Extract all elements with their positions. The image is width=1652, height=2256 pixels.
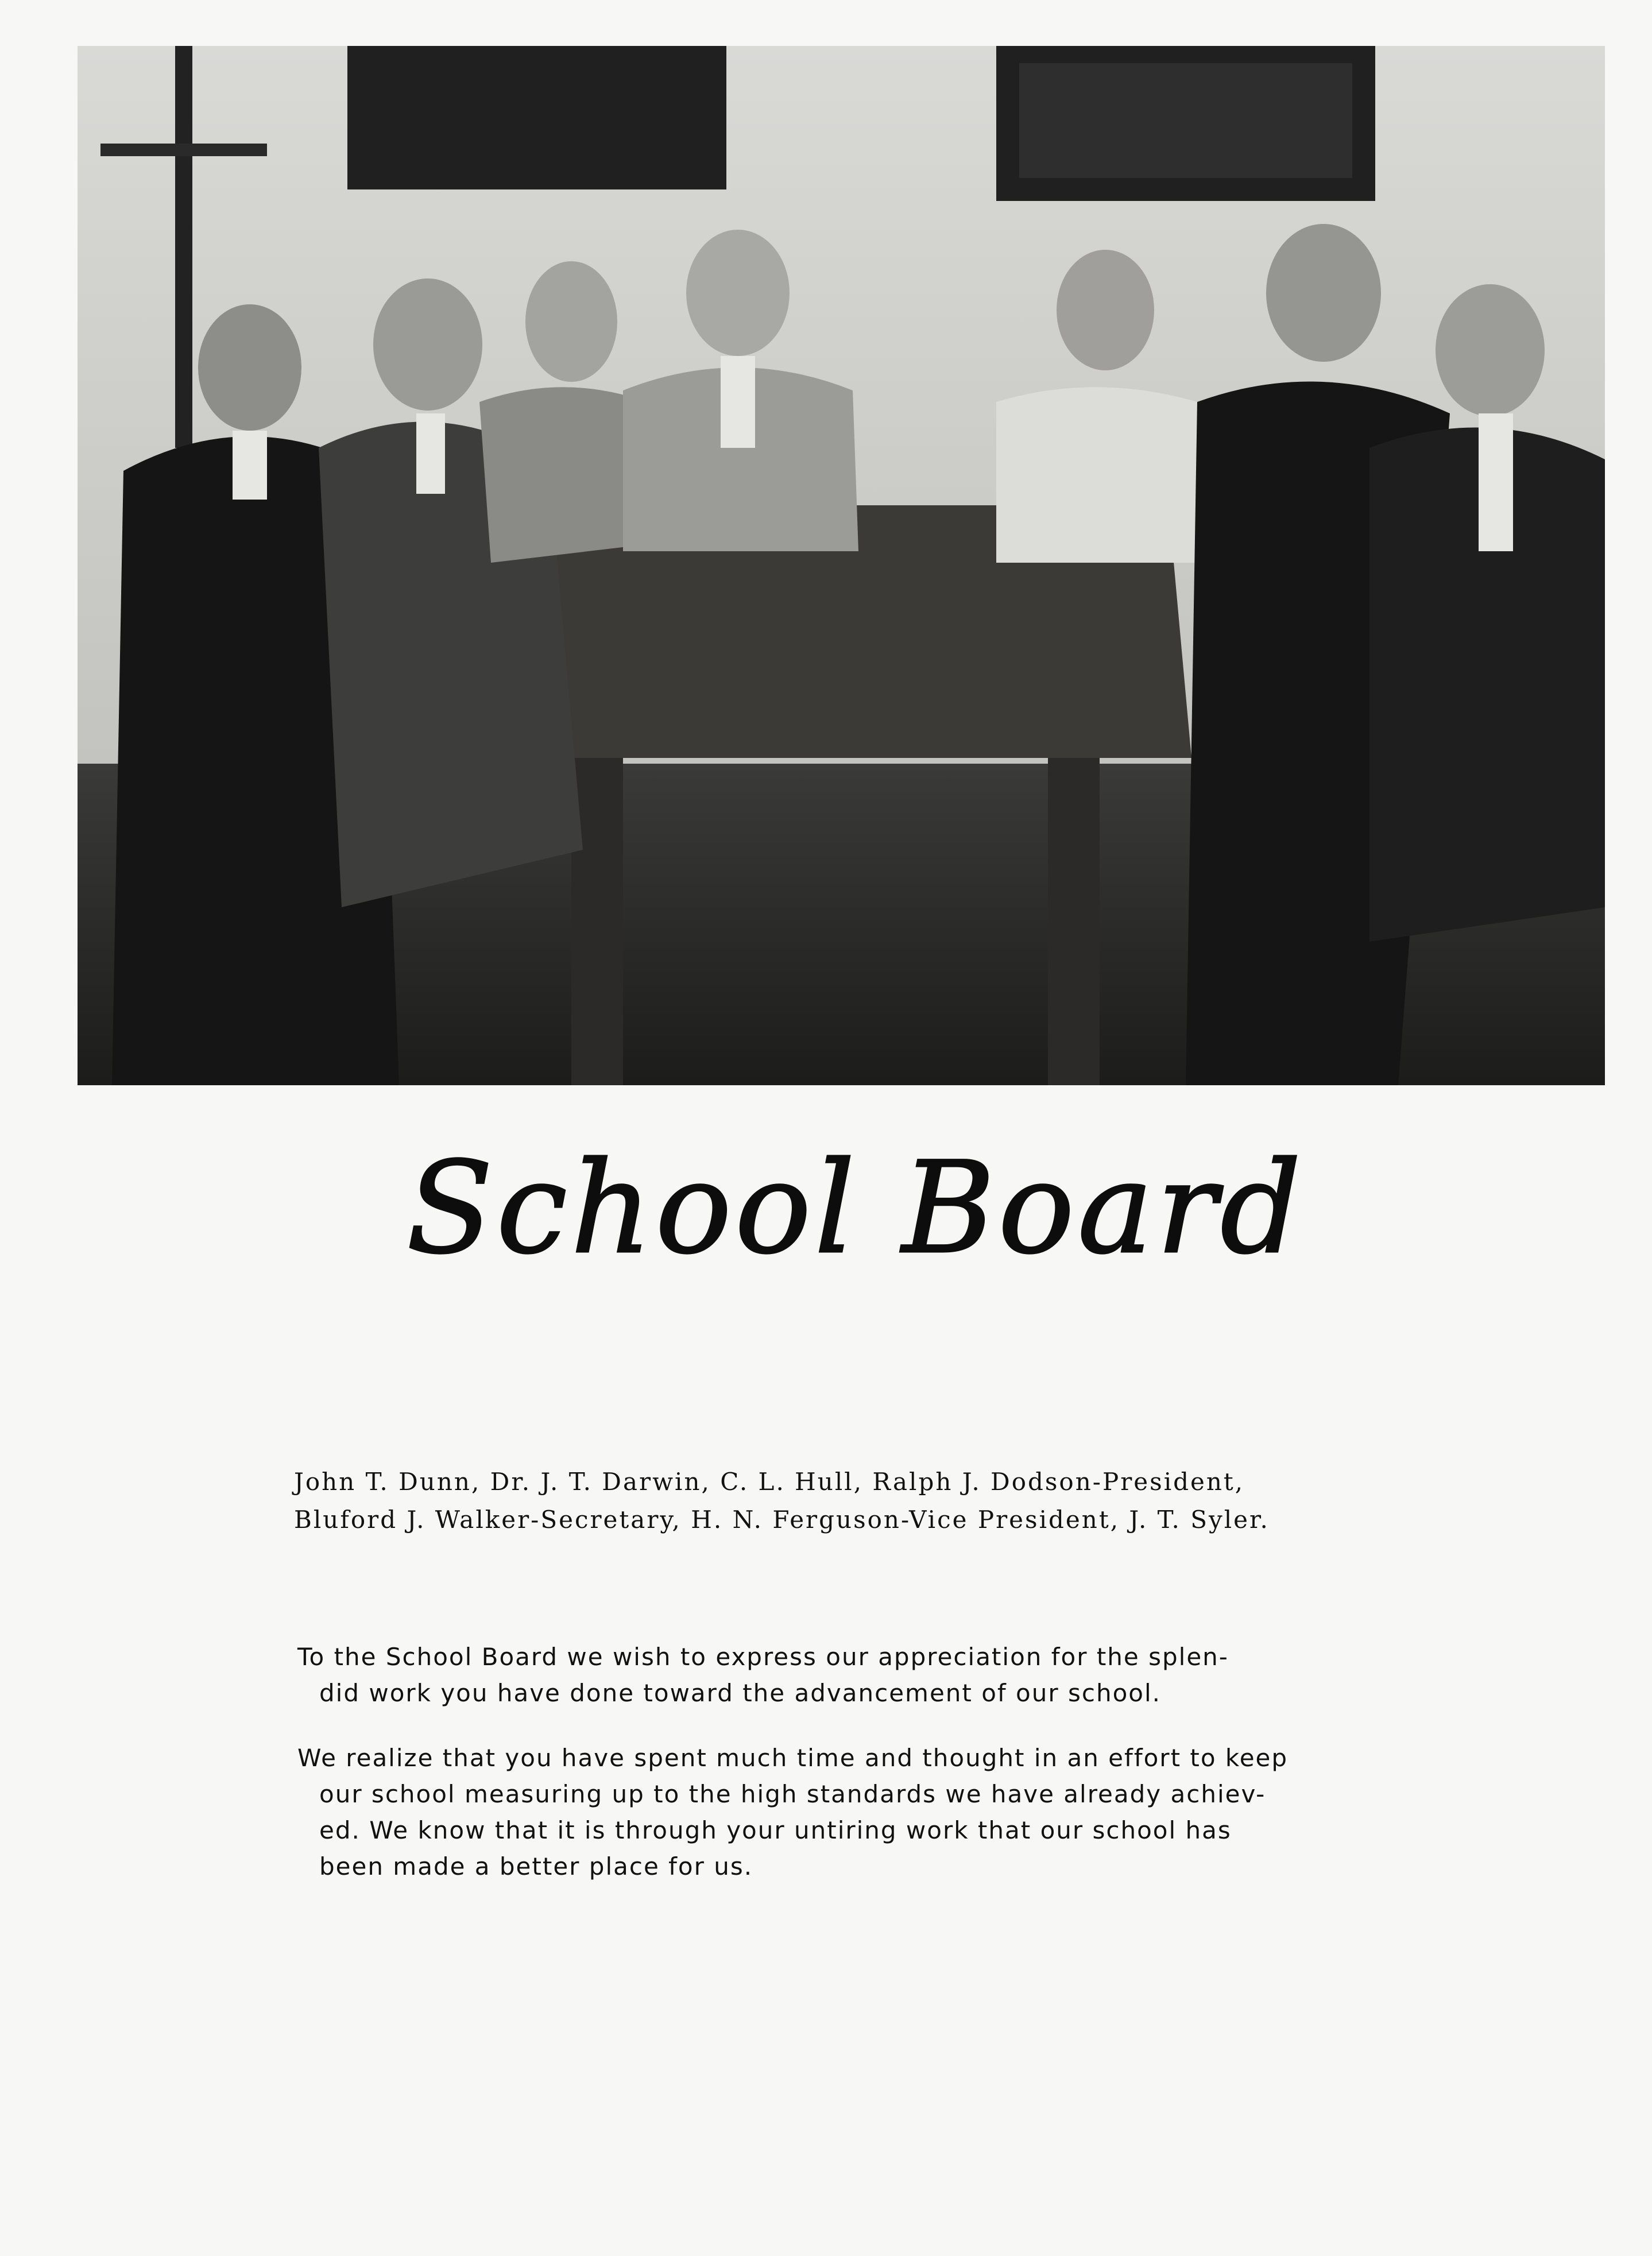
page-heading [310,1125,1401,1309]
appreciation-paragraph [297,1639,1400,1711]
paragraph1-line-2: did work you have done toward the advancement of our school. [319,1679,1161,1707]
paragraph2-line-2: our school measuring up to the high standards we have already achiev- [319,1780,1266,1808]
paragraph2-line-4: been made a better place for us. [319,1852,753,1880]
board-photo-image [78,46,1605,1085]
paragraph1-line-1: To the School Board we wish to express our appreciation for the splen- [297,1643,1229,1671]
board-member-names [294,1463,1442,1539]
heading-text: School Board [406,1135,1305,1282]
names-line-2: Bluford J. Walker-Secretary, H. N. Ferguson-Vice President, J. T. Syler. [294,1506,1270,1534]
names-line-1: John T. Dunn, Dr. J. T. Darwin, C. L. Hull, Ralph J. Dodson-President, [294,1468,1245,1496]
paragraph2-line-3: ed. We know that it is through your untiring work that our school has [319,1816,1232,1844]
heading-script [310,1125,1401,1309]
realization-paragraph [297,1740,1400,1884]
board-photo [78,46,1605,1085]
paragraph2-line-1: We realize that you have spent much time and thought in an effort to keep [297,1744,1289,1772]
